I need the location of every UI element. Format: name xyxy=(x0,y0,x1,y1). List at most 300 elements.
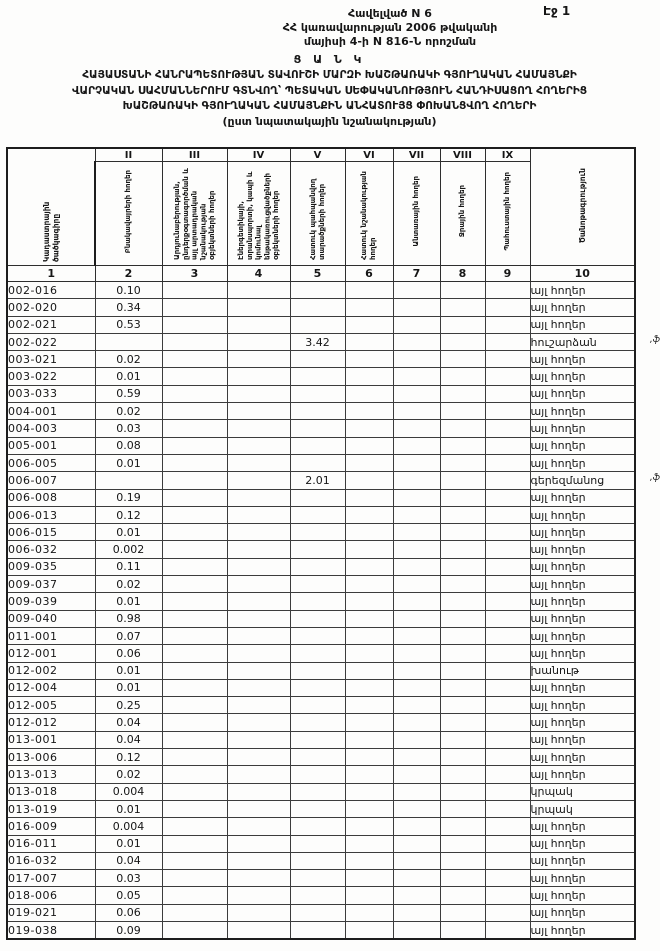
reserve-land-cell xyxy=(485,662,530,679)
special-purpose-land-cell xyxy=(345,489,393,506)
forest-land-cell xyxy=(393,921,440,939)
protected-land-value-cell xyxy=(290,282,345,299)
cadastral-code-cell: 006-032 xyxy=(7,541,95,558)
residential-land-value-cell: 0.04 xyxy=(95,731,162,748)
industrial-land-cell xyxy=(162,731,227,748)
special-purpose-land-cell xyxy=(345,766,393,783)
residential-land-value-cell xyxy=(95,333,162,350)
protected-land-value-cell xyxy=(290,489,345,506)
reserve-land-cell xyxy=(485,749,530,766)
table-row xyxy=(7,489,635,506)
table-row xyxy=(7,420,635,437)
cadastral-code-cell: 009-035 xyxy=(7,558,95,575)
rotated-header-label: Ջրային հողեր xyxy=(458,185,467,238)
rotated-header-label: Բնակավայրերի հողեր xyxy=(124,169,133,254)
note-cell: այլ հողեր xyxy=(530,921,635,939)
roman-numeral-viii: VIII xyxy=(440,148,485,162)
residential-land-value-cell: 0.98 xyxy=(95,610,162,627)
infrastructure-land-cell xyxy=(227,749,290,766)
column-header-infrastructure-lands xyxy=(227,162,290,266)
table-row xyxy=(7,558,635,575)
special-purpose-land-cell xyxy=(345,800,393,817)
infrastructure-land-cell xyxy=(227,904,290,921)
infrastructure-land-cell xyxy=(227,472,290,489)
industrial-land-cell xyxy=(162,749,227,766)
industrial-land-cell xyxy=(162,697,227,714)
infrastructure-land-cell xyxy=(227,766,290,783)
document-title: Ց Ա Ն Կ xyxy=(293,53,366,66)
residential-land-value-cell: 0.11 xyxy=(95,558,162,575)
note-cell: այլ հողեր xyxy=(530,420,635,437)
residential-land-value-cell: 0.10 xyxy=(95,282,162,299)
industrial-land-cell xyxy=(162,420,227,437)
residential-land-value-cell: 0.004 xyxy=(95,818,162,835)
note-cell: այլ հողեր xyxy=(530,610,635,627)
residential-land-value-cell: 0.19 xyxy=(95,489,162,506)
column-number: 7 xyxy=(393,266,440,282)
table-body xyxy=(7,282,660,940)
reserve-land-cell xyxy=(485,282,530,299)
special-purpose-land-cell xyxy=(345,749,393,766)
table-row xyxy=(7,385,635,402)
protected-land-value-cell xyxy=(290,385,345,402)
industrial-land-cell xyxy=(162,679,227,696)
industrial-land-cell xyxy=(162,835,227,852)
note-cell: հուշարձան ,ֆ xyxy=(530,333,635,350)
special-purpose-land-cell xyxy=(345,887,393,904)
special-purpose-land-cell xyxy=(345,593,393,610)
infrastructure-land-cell xyxy=(227,870,290,887)
special-purpose-land-cell xyxy=(345,299,393,316)
water-land-cell xyxy=(440,524,485,541)
infrastructure-land-cell xyxy=(227,921,290,939)
table-row xyxy=(7,524,635,541)
water-land-cell xyxy=(440,506,485,523)
forest-land-cell xyxy=(393,576,440,593)
cadastral-code-cell: 003-033 xyxy=(7,385,95,402)
cadastral-code-cell: 009-039 xyxy=(7,593,95,610)
reserve-land-cell xyxy=(485,403,530,420)
forest-land-cell xyxy=(393,679,440,696)
table-row xyxy=(7,282,635,299)
table-row xyxy=(7,697,635,714)
special-purpose-land-cell xyxy=(345,333,393,350)
protected-land-value-cell xyxy=(290,800,345,817)
water-land-cell xyxy=(440,904,485,921)
appendix-line: մայիսի 4-ի N 816-Ն որոշման xyxy=(303,35,477,48)
protected-land-value-cell xyxy=(290,679,345,696)
special-purpose-land-cell xyxy=(345,351,393,368)
forest-land-cell xyxy=(393,454,440,471)
residential-land-value-cell: 0.01 xyxy=(95,454,162,471)
table-row xyxy=(7,731,635,748)
table-row xyxy=(7,852,635,869)
infrastructure-land-cell xyxy=(227,593,290,610)
residential-land-value-cell: 0.03 xyxy=(95,870,162,887)
water-land-cell xyxy=(440,558,485,575)
roman-numeral-iv: IV xyxy=(227,148,290,162)
protected-land-value-cell xyxy=(290,645,345,662)
table-row xyxy=(7,316,635,333)
forest-land-cell xyxy=(393,731,440,748)
table-row xyxy=(7,714,635,731)
residential-land-value-cell: 0.04 xyxy=(95,714,162,731)
note-cell: այլ հողեր xyxy=(530,593,635,610)
protected-land-value-cell xyxy=(290,558,345,575)
cadastral-code-cell: 012-004 xyxy=(7,679,95,696)
cadastral-code-cell: 002-022 xyxy=(7,333,95,350)
reserve-land-cell xyxy=(485,697,530,714)
column-number: 4 xyxy=(227,266,290,282)
infrastructure-land-cell xyxy=(227,645,290,662)
protected-land-value-cell: 3.42 xyxy=(290,333,345,350)
water-land-cell xyxy=(440,749,485,766)
table-row xyxy=(7,921,635,939)
note-cell: այլ հողեր xyxy=(530,852,635,869)
column-header-cadastral-code xyxy=(7,148,95,266)
protected-land-value-cell xyxy=(290,351,345,368)
infrastructure-land-cell xyxy=(227,627,290,644)
protected-land-value-cell xyxy=(290,627,345,644)
residential-land-value-cell: 0.02 xyxy=(95,351,162,368)
industrial-land-cell xyxy=(162,783,227,800)
table-row xyxy=(7,800,635,817)
protected-land-value-cell xyxy=(290,921,345,939)
note-cell: այլ հողեր xyxy=(530,437,635,454)
infrastructure-land-cell xyxy=(227,576,290,593)
table-row xyxy=(7,783,635,800)
special-purpose-land-cell xyxy=(345,645,393,662)
water-land-cell xyxy=(440,645,485,662)
special-purpose-land-cell xyxy=(345,506,393,523)
protected-land-value-cell xyxy=(290,368,345,385)
cadastral-code-cell: 017-007 xyxy=(7,870,95,887)
special-purpose-land-cell xyxy=(345,558,393,575)
note-cell: այլ հողեր xyxy=(530,835,635,852)
protected-land-value-cell xyxy=(290,316,345,333)
note-cell: գերեզմանոց ,ֆ xyxy=(530,472,635,489)
water-land-cell xyxy=(440,610,485,627)
reserve-land-cell xyxy=(485,627,530,644)
protected-land-value-cell xyxy=(290,783,345,800)
water-land-cell xyxy=(440,454,485,471)
protected-land-value-cell xyxy=(290,437,345,454)
note-cell: այլ հողեր xyxy=(530,627,635,644)
special-purpose-land-cell xyxy=(345,385,393,402)
infrastructure-land-cell xyxy=(227,282,290,299)
residential-land-value-cell: 0.12 xyxy=(95,506,162,523)
industrial-land-cell xyxy=(162,506,227,523)
note-cell: այլ հողեր xyxy=(530,385,635,402)
special-purpose-land-cell xyxy=(345,576,393,593)
forest-land-cell xyxy=(393,662,440,679)
infrastructure-land-cell xyxy=(227,679,290,696)
rotated-header-label: Անտառային հողեր xyxy=(412,176,421,247)
rotated-header-label: Կադաստրային ծածկագիրը xyxy=(41,201,60,262)
reserve-land-cell xyxy=(485,679,530,696)
protected-land-value-cell xyxy=(290,454,345,471)
cadastral-code-cell: 006-008 xyxy=(7,489,95,506)
forest-land-cell xyxy=(393,472,440,489)
residential-land-value-cell: 0.12 xyxy=(95,749,162,766)
cadastral-code-cell: 003-022 xyxy=(7,368,95,385)
note-cell: այլ հողեր xyxy=(530,316,635,333)
reserve-land-cell xyxy=(485,299,530,316)
cadastral-code-cell: 009-040 xyxy=(7,610,95,627)
protected-land-value-cell xyxy=(290,818,345,835)
note-cell: կրպակ xyxy=(530,800,635,817)
note-cell: այլ հողեր xyxy=(530,558,635,575)
industrial-land-cell xyxy=(162,299,227,316)
industrial-land-cell xyxy=(162,576,227,593)
cadastral-code-cell: 016-009 xyxy=(7,818,95,835)
forest-land-cell xyxy=(393,800,440,817)
page-number-label: Էջ 1 xyxy=(543,4,571,18)
note-cell: այլ հողեր xyxy=(530,904,635,921)
forest-land-cell xyxy=(393,627,440,644)
water-land-cell xyxy=(440,593,485,610)
water-land-cell xyxy=(440,437,485,454)
table-header xyxy=(7,148,635,282)
column-number: 3 xyxy=(162,266,227,282)
forest-land-cell xyxy=(393,852,440,869)
column-number: 9 xyxy=(485,266,530,282)
water-land-cell xyxy=(440,351,485,368)
table-row xyxy=(7,593,635,610)
forest-land-cell xyxy=(393,610,440,627)
industrial-land-cell xyxy=(162,316,227,333)
note-cell: այլ հողեր xyxy=(530,524,635,541)
forest-land-cell xyxy=(393,818,440,835)
table-row xyxy=(7,870,635,887)
cadastral-code-cell: 009-037 xyxy=(7,576,95,593)
industrial-land-cell xyxy=(162,403,227,420)
special-purpose-land-cell xyxy=(345,541,393,558)
table-row xyxy=(7,627,635,644)
reserve-land-cell xyxy=(485,714,530,731)
infrastructure-land-cell xyxy=(227,524,290,541)
roman-numeral-ix: IX xyxy=(485,148,530,162)
forest-land-cell xyxy=(393,749,440,766)
water-land-cell xyxy=(440,316,485,333)
residential-land-value-cell: 0.02 xyxy=(95,576,162,593)
column-header-special-purpose-lands xyxy=(345,162,393,266)
table-row xyxy=(7,887,635,904)
note-cell: այլ հողեր xyxy=(530,541,635,558)
forest-land-cell xyxy=(393,333,440,350)
cadastral-code-cell: 011-001 xyxy=(7,627,95,644)
column-number: 8 xyxy=(440,266,485,282)
note-cell: այլ հողեր xyxy=(530,454,635,471)
water-land-cell xyxy=(440,731,485,748)
note-cell: այլ հողեր xyxy=(530,351,635,368)
note-cell: այլ հողեր xyxy=(530,645,635,662)
reserve-land-cell xyxy=(485,385,530,402)
roman-numeral-vii: VII xyxy=(393,148,440,162)
column-number: 1 xyxy=(7,266,95,282)
reserve-land-cell xyxy=(485,852,530,869)
document-heading xyxy=(0,68,659,115)
table-row xyxy=(7,749,635,766)
special-purpose-land-cell xyxy=(345,437,393,454)
rotated-header-label: Հատուկ նշանակության հողեր xyxy=(360,171,377,260)
forest-land-cell xyxy=(393,887,440,904)
residential-land-value-cell: 0.02 xyxy=(95,766,162,783)
infrastructure-land-cell xyxy=(227,818,290,835)
rotated-header-label: Արդյունաբերության, ընդերքօգտագործման և այլ արտադրական նշանակության օբյեկտների հողեր xyxy=(172,168,216,260)
reserve-land-cell xyxy=(485,800,530,817)
industrial-land-cell xyxy=(162,593,227,610)
infrastructure-land-cell xyxy=(227,541,290,558)
forest-land-cell xyxy=(393,368,440,385)
reserve-land-cell xyxy=(485,576,530,593)
residential-land-value-cell: 0.04 xyxy=(95,852,162,869)
special-purpose-land-cell xyxy=(345,835,393,852)
protected-land-value-cell xyxy=(290,662,345,679)
residential-land-value-cell: 0.01 xyxy=(95,368,162,385)
residential-land-value-cell: 0.06 xyxy=(95,645,162,662)
cadastral-code-cell: 013-019 xyxy=(7,800,95,817)
note-cell: խանութ xyxy=(530,662,635,679)
cadastral-code-cell: 013-013 xyxy=(7,766,95,783)
reserve-land-cell xyxy=(485,870,530,887)
note-cell: կրպակ xyxy=(530,783,635,800)
special-purpose-land-cell xyxy=(345,679,393,696)
water-land-cell xyxy=(440,818,485,835)
residential-land-value-cell: 0.01 xyxy=(95,835,162,852)
column-number: 10 xyxy=(530,266,635,282)
industrial-land-cell xyxy=(162,385,227,402)
table-row xyxy=(7,454,635,471)
reserve-land-cell xyxy=(485,610,530,627)
forest-land-cell xyxy=(393,783,440,800)
forest-land-cell xyxy=(393,541,440,558)
residential-land-value-cell: 0.25 xyxy=(95,697,162,714)
cadastral-code-cell: 012-001 xyxy=(7,645,95,662)
forest-land-cell xyxy=(393,385,440,402)
residential-land-value-cell: 0.004 xyxy=(95,783,162,800)
industrial-land-cell xyxy=(162,541,227,558)
heading-line: ՎԱՐՉԱԿԱՆ ՍԱՀՄԱՆՆԵՐՈՒՄ ԳՏՆՎՈՂ՝ ՊԵՏԱԿԱՆ ՍԵՓԱԿԱՆՈՒԹՅՈՒՆ ՀԱՆԴԻՍԱՑՈՂ ՀՈՂԵՐԻՑ xyxy=(71,84,588,97)
rotated-header-label: Ծանոթագրություն xyxy=(577,167,587,244)
forest-land-cell xyxy=(393,316,440,333)
forest-land-cell xyxy=(393,558,440,575)
infrastructure-land-cell xyxy=(227,489,290,506)
reserve-land-cell xyxy=(485,904,530,921)
infrastructure-land-cell xyxy=(227,316,290,333)
protected-land-value-cell xyxy=(290,524,345,541)
special-purpose-land-cell xyxy=(345,731,393,748)
cadastral-code-cell: 013-006 xyxy=(7,749,95,766)
table-row xyxy=(7,679,635,696)
water-land-cell xyxy=(440,697,485,714)
water-land-cell xyxy=(440,766,485,783)
water-land-cell xyxy=(440,800,485,817)
residential-land-value-cell: 0.002 xyxy=(95,541,162,558)
industrial-land-cell xyxy=(162,558,227,575)
reserve-land-cell xyxy=(485,887,530,904)
table-row xyxy=(7,472,635,489)
forest-land-cell xyxy=(393,835,440,852)
note-cell: այլ հողեր xyxy=(530,282,635,299)
residential-land-value-cell: 0.01 xyxy=(95,524,162,541)
industrial-land-cell xyxy=(162,766,227,783)
table-row xyxy=(7,610,635,627)
roman-numeral-ii: II xyxy=(95,148,162,162)
reserve-land-cell xyxy=(485,835,530,852)
infrastructure-land-cell xyxy=(227,454,290,471)
water-land-cell xyxy=(440,852,485,869)
reserve-land-cell xyxy=(485,541,530,558)
protected-land-value-cell xyxy=(290,403,345,420)
note-cell: այլ հողեր xyxy=(530,679,635,696)
infrastructure-land-cell xyxy=(227,662,290,679)
cadastral-code-cell: 019-038 xyxy=(7,921,95,939)
forest-land-cell xyxy=(393,437,440,454)
industrial-land-cell xyxy=(162,333,227,350)
note-cell: այլ հողեր xyxy=(530,818,635,835)
note-cell: այլ հողեր xyxy=(530,489,635,506)
special-purpose-land-cell xyxy=(345,697,393,714)
protected-land-value-cell xyxy=(290,420,345,437)
table-row xyxy=(7,645,635,662)
note-cell: այլ հողեր xyxy=(530,731,635,748)
roman-numeral-vi: VI xyxy=(345,148,393,162)
water-land-cell xyxy=(440,921,485,939)
note-cell: այլ հողեր xyxy=(530,766,635,783)
reserve-land-cell xyxy=(485,420,530,437)
industrial-land-cell xyxy=(162,282,227,299)
appendix-reference xyxy=(130,7,650,49)
roman-numeral-row xyxy=(7,148,635,162)
protected-land-value-cell xyxy=(290,697,345,714)
water-land-cell xyxy=(440,679,485,696)
cadastral-code-cell: 003-021 xyxy=(7,351,95,368)
cadastral-code-cell: 006-013 xyxy=(7,506,95,523)
rotated-header-label: Հատուկ պահպանվող տարածքների հողեր xyxy=(308,178,326,260)
residential-land-value-cell: 0.01 xyxy=(95,679,162,696)
table-row xyxy=(7,333,635,350)
table-row xyxy=(7,835,635,852)
cadastral-code-cell: 013-001 xyxy=(7,731,95,748)
water-land-cell xyxy=(440,333,485,350)
table-row xyxy=(7,403,635,420)
cadastral-code-cell: 004-003 xyxy=(7,420,95,437)
water-land-cell xyxy=(440,835,485,852)
handwritten-margin-mark: ,ֆ xyxy=(649,473,660,484)
water-land-cell xyxy=(440,299,485,316)
industrial-land-cell xyxy=(162,610,227,627)
infrastructure-land-cell xyxy=(227,835,290,852)
table-row xyxy=(7,662,635,679)
special-purpose-land-cell xyxy=(345,524,393,541)
industrial-land-cell xyxy=(162,524,227,541)
forest-land-cell xyxy=(393,299,440,316)
water-land-cell xyxy=(440,870,485,887)
residential-land-value-cell: 0.06 xyxy=(95,904,162,921)
forest-land-cell xyxy=(393,351,440,368)
cadastral-code-cell: 012-005 xyxy=(7,697,95,714)
note-cell: այլ հողեր xyxy=(530,714,635,731)
note-cell: այլ հողեր xyxy=(530,870,635,887)
special-purpose-land-cell xyxy=(345,282,393,299)
protected-land-value-cell xyxy=(290,852,345,869)
column-number-row xyxy=(7,266,635,282)
forest-land-cell xyxy=(393,403,440,420)
protected-land-value-cell xyxy=(290,576,345,593)
infrastructure-land-cell xyxy=(227,852,290,869)
protected-land-value-cell xyxy=(290,541,345,558)
